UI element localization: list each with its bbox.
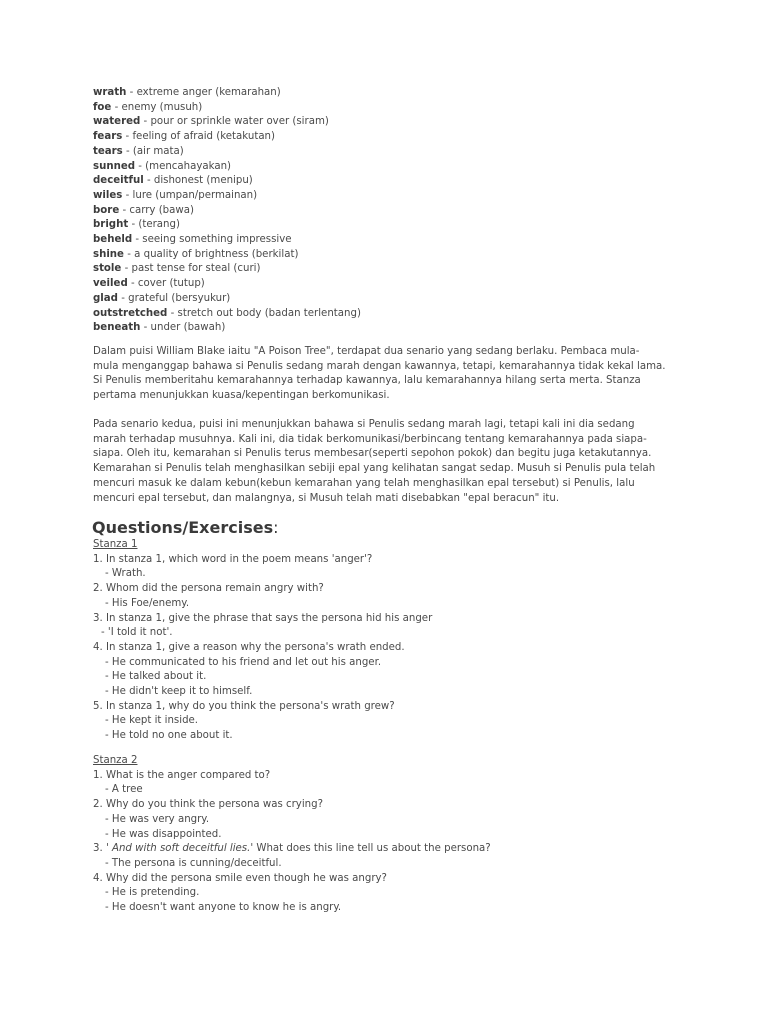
- answer-item: - Wrath.: [105, 568, 146, 580]
- answer-item: - He told no one about it.: [105, 730, 233, 742]
- vocab-definition: - seeing something impressive: [132, 234, 292, 246]
- vocab-term: sunned: [93, 160, 136, 172]
- vocab-term: bore: [93, 204, 120, 216]
- quoted-poem-line: And with soft deceitful lies.: [112, 843, 251, 855]
- question-item: 4. In stanza 1, give a reason why the persona's wrath ended.: [93, 641, 405, 653]
- vocab-term: bright: [93, 219, 129, 231]
- questions-heading-text: Questions/Exercises: [92, 518, 274, 537]
- answer-item: - He didn't keep it to himself.: [105, 686, 253, 698]
- answer-item: - He talked about it.: [105, 671, 207, 683]
- vocab-term: wiles: [93, 189, 123, 201]
- answer-item: - He kept it inside.: [105, 715, 199, 727]
- paragraph-line: Kemarahan si Penulis telah menghasilkan sebiji epal yang kelihatan sangat sedap. Musuh si Penulis pula telah: [93, 463, 656, 475]
- question-item: 2. Why do you think the persona was crying?: [93, 799, 323, 811]
- vocabulary-list: [93, 86, 361, 336]
- vocab-definition: - pour or sprinkle water over (siram): [140, 116, 329, 128]
- stanza-1-title: Stanza 1: [93, 539, 138, 550]
- vocab-definition: - under (bawah): [140, 322, 226, 334]
- paragraph-line: siapa. Oleh itu, kemarahan si Penulis terus membesar(seperti sepohon pokok) dan begitu juga ketakutannya.: [93, 448, 652, 460]
- vocab-entry: [93, 145, 361, 160]
- vocab-entry: [93, 218, 361, 233]
- vocab-definition: - cover (tutup): [127, 278, 205, 290]
- vocab-definition: - (terang): [128, 219, 180, 231]
- vocab-term: outstretched: [93, 307, 168, 319]
- answer-item: - His Foe/enemy.: [105, 597, 190, 609]
- vocab-term: watered: [93, 116, 141, 128]
- answer-item: - 'I told it not'.: [101, 627, 173, 639]
- vocab-definition: - stretch out body (badan terlentang): [167, 307, 361, 319]
- vocab-definition: - a quality of brightness (berkilat): [123, 248, 299, 260]
- vocab-entry: [93, 262, 361, 277]
- paragraph-line: marah terhadap musuhnya. Kali ini, dia tidak berkomunikasi/berbincang tentang kemarahannya pada siapa-: [93, 433, 647, 445]
- paragraph-line: mencuri epal tersebut, dan malangnya, si Musuh telah mati disebabkan "epal beracun" itu.: [93, 492, 560, 504]
- paragraph-line: Si Penulis memberitahu kemarahannya terhadap kawannya, lalu kemarahannya hilang serta merta. Stanza: [93, 375, 641, 387]
- stanza-2-title: Stanza 2: [93, 755, 138, 766]
- vocab-definition: - past tense for steal (curi): [121, 263, 261, 275]
- vocab-definition: - grateful (bersyukur): [117, 292, 231, 304]
- answer-item: - He communicated to his friend and let out his anger.: [105, 656, 382, 668]
- vocab-definition: - carry (bawa): [119, 204, 194, 216]
- vocab-term: deceitful: [93, 175, 144, 187]
- question-prefix: 3. ': [93, 843, 112, 855]
- vocab-definition: - lure (umpan/permainan): [122, 189, 258, 201]
- vocab-entry: [93, 307, 361, 322]
- vocab-definition: - (air mata): [122, 145, 184, 157]
- vocab-definition: - feeling of afraid (ketakutan): [122, 131, 275, 143]
- vocab-entry: [93, 115, 361, 130]
- answer-item: - He was disappointed.: [105, 828, 222, 840]
- vocab-entry: [93, 277, 361, 292]
- answer-item: - He doesn't want anyone to know he is angry.: [105, 902, 342, 914]
- question-item: 5. In stanza 1, why do you think the persona's wrath grew?: [93, 700, 395, 712]
- vocab-term: shine: [93, 248, 124, 260]
- vocab-entry: [93, 174, 361, 189]
- vocab-entry: [93, 86, 361, 101]
- vocab-entry: [93, 321, 361, 336]
- vocab-term: foe: [93, 101, 112, 113]
- vocab-term: beheld: [93, 234, 133, 246]
- vocab-entry: [93, 233, 361, 248]
- vocab-entry: [93, 130, 361, 145]
- vocab-term: stole: [93, 263, 122, 275]
- vocab-entry: [93, 292, 361, 307]
- question-item: 1. What is the anger compared to?: [93, 769, 271, 781]
- vocab-term: fears: [93, 131, 123, 143]
- vocab-term: wrath: [93, 87, 127, 98]
- vocab-term: glad: [93, 292, 118, 304]
- paragraph-line: mula menganggap bahawa si Penulis sedang marah dengan kawannya, tetapi, kemarahannya tidak kekal lama.: [93, 360, 666, 372]
- question-item: [93, 842, 491, 857]
- answer-item: - He was very angry.: [105, 813, 210, 825]
- question-item: 1. In stanza 1, which word in the poem means 'anger'?: [93, 553, 373, 565]
- vocab-definition: - enemy (musuh): [111, 101, 203, 113]
- vocab-entry: [93, 204, 361, 219]
- vocab-term: tears: [93, 145, 123, 157]
- vocab-entry: [93, 160, 361, 175]
- question-item: 2. Whom did the persona remain angry with?: [93, 583, 324, 595]
- questions-heading-colon: :: [273, 518, 279, 537]
- answer-item: - He is pretending.: [105, 887, 200, 899]
- vocab-entry: [93, 101, 361, 116]
- answer-item: - A tree: [105, 784, 143, 796]
- vocab-term: veiled: [93, 278, 128, 290]
- vocab-entry: [93, 189, 361, 204]
- paragraph-line: pertama menunjukkan kuasa/kepentingan berkomunikasi.: [93, 390, 390, 402]
- question-item: 4. Why did the persona smile even though he was angry?: [93, 872, 387, 884]
- stanza-1-exercises: [93, 538, 432, 744]
- paragraph-line: Dalam puisi William Blake iaitu "A Poison Tree", terdapat dua senario yang sedang berlaku. Pembaca mula-: [93, 346, 640, 357]
- vocab-entry: [93, 248, 361, 263]
- paragraph-line: Pada senario kedua, puisi ini menunjukkan bahawa si Penulis sedang marah lagi, tetapi kali ini dia sedang: [93, 419, 635, 430]
- paragraph-scenario-one: [93, 345, 673, 404]
- paragraph-line: mencuri masuk ke dalam kebun(kebun kemarahan yang telah menghasilkan epal tersebut) si Penulis, lalu: [93, 477, 635, 489]
- question-item: 3. In stanza 1, give the phrase that says the persona hid his anger: [93, 612, 433, 624]
- vocab-term: beneath: [93, 322, 141, 334]
- vocab-definition: - dishonest (menipu): [143, 175, 253, 187]
- question-suffix: ' What does this line tell us about the persona?: [250, 843, 491, 855]
- paragraph-scenario-two: [93, 418, 673, 506]
- questions-heading: [92, 517, 279, 539]
- answer-item: - The persona is cunning/deceitful.: [105, 857, 282, 869]
- vocab-definition: - (mencahayakan): [135, 160, 232, 172]
- stanza-2-exercises: [93, 754, 491, 916]
- vocab-definition: - extreme anger (kemarahan): [126, 87, 281, 98]
